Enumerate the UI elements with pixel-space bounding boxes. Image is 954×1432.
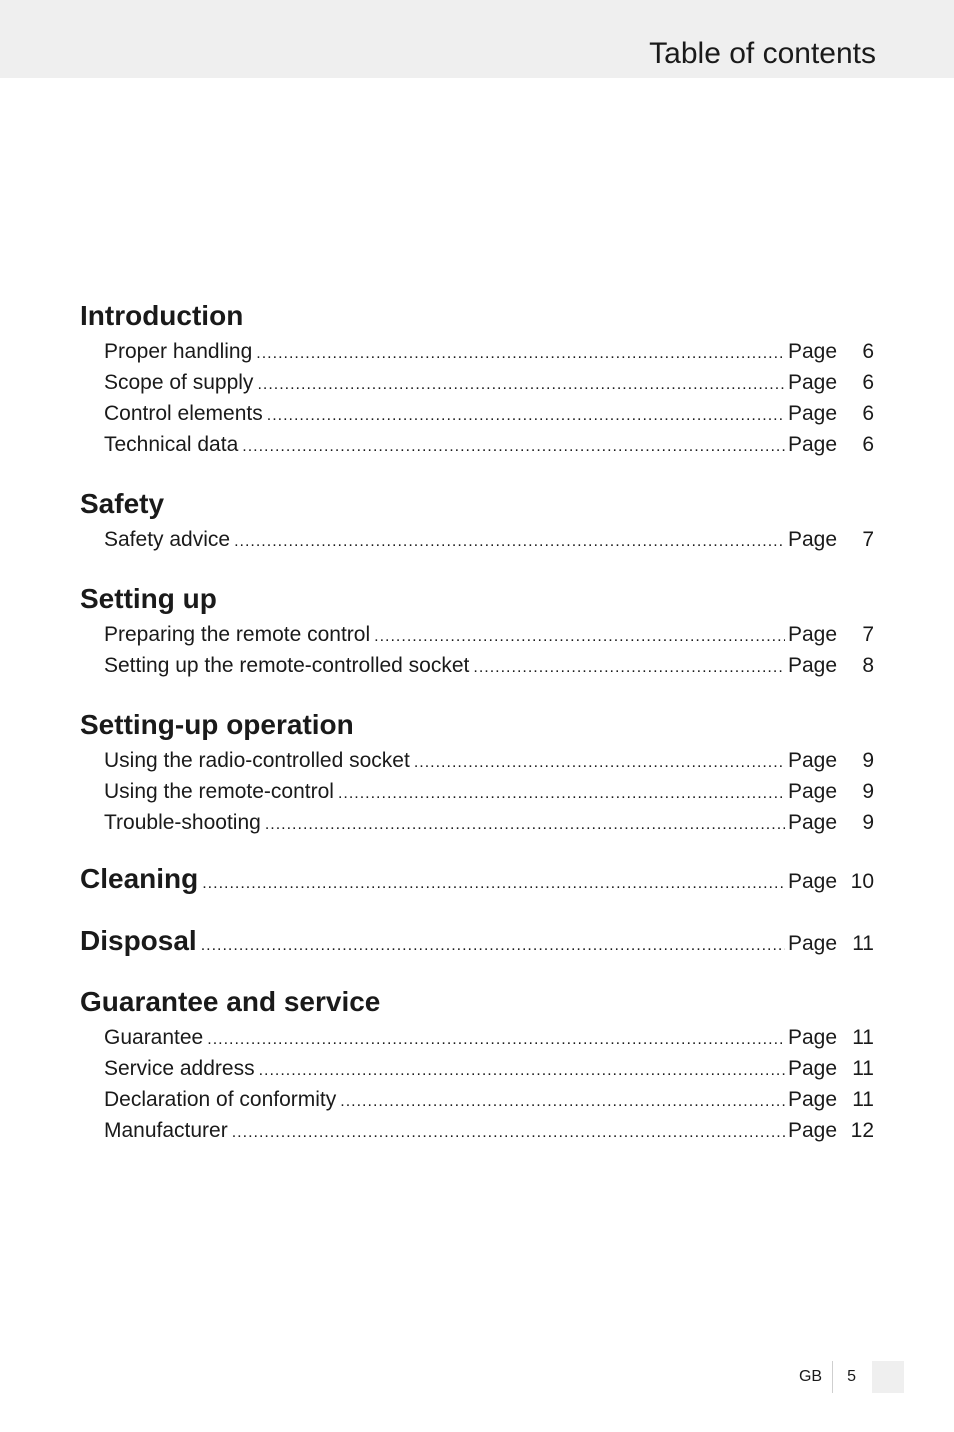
entry-label: Setting up the remote-controlled socket — [104, 654, 470, 677]
page-word: Page — [788, 780, 838, 803]
page-footer — [799, 1361, 904, 1393]
dot-leader — [265, 809, 785, 840]
dot-leader — [259, 1055, 785, 1086]
toc-entry[interactable] — [80, 745, 874, 776]
page-number: 9 — [862, 780, 874, 803]
page-number: 7 — [862, 528, 874, 551]
page-number: 11 — [852, 932, 874, 955]
page-number: 12 — [850, 1119, 874, 1142]
toc-entry[interactable] — [80, 429, 874, 460]
page-number: 6 — [862, 340, 874, 363]
section-title: Introduction — [80, 300, 244, 331]
dot-leader — [242, 431, 785, 462]
entry-label: Scope of supply — [104, 371, 254, 394]
entry-label: Control elements — [104, 402, 263, 425]
page-word: Page — [788, 433, 838, 456]
page-number: 7 — [862, 623, 874, 646]
page-number: 6 — [862, 402, 874, 425]
toc-entry[interactable] — [80, 1053, 874, 1084]
page-title: Table of contents — [649, 37, 876, 70]
toc-entry[interactable] — [80, 807, 874, 838]
dot-leader — [232, 1117, 785, 1148]
page-word: Page — [788, 932, 838, 955]
page-word: Page — [788, 402, 838, 425]
toc-entry[interactable] — [80, 367, 874, 398]
language-code: GB — [798, 1368, 823, 1385]
dot-leader — [340, 1086, 785, 1117]
toc-section-setting-up — [80, 579, 874, 681]
toc-section-introduction — [80, 296, 874, 460]
toc-entry[interactable] — [80, 1084, 874, 1115]
entry-label: Safety advice — [104, 528, 231, 551]
page-word: Page — [788, 654, 838, 677]
dot-leader — [374, 621, 785, 652]
page-number: 11 — [852, 1026, 874, 1049]
page-word: Page — [788, 623, 838, 646]
section-title: Guarantee and service — [80, 986, 381, 1017]
table-of-contents — [80, 296, 874, 1146]
page-header — [0, 0, 954, 78]
section-title: Safety — [80, 488, 165, 519]
dot-leader — [338, 778, 785, 809]
entry-label: Declaration of conformity — [104, 1088, 337, 1111]
dot-leader — [201, 925, 785, 967]
section-title: Disposal — [80, 925, 197, 956]
entry-label: Using the remote-control — [104, 780, 334, 803]
entry-label: Service address — [104, 1057, 255, 1080]
dot-leader — [414, 747, 785, 778]
entry-label: Using the radio-controlled socket — [104, 749, 410, 772]
section-title: Setting-up operation — [80, 709, 354, 740]
dot-leader — [257, 369, 785, 400]
page-word: Page — [788, 371, 838, 394]
toc-section-disposal[interactable] — [80, 920, 874, 962]
section-title: Cleaning — [80, 863, 199, 894]
toc-entry[interactable] — [80, 619, 874, 650]
toc-section-safety — [80, 484, 874, 555]
dot-leader — [267, 400, 785, 431]
page-word: Page — [788, 528, 838, 551]
toc-entry[interactable] — [80, 1022, 874, 1053]
toc-entry[interactable] — [80, 398, 874, 429]
page-number: 9 — [862, 749, 874, 772]
page-number: 10 — [850, 870, 874, 893]
page-word: Page — [788, 749, 838, 772]
page-tab-marker — [872, 1361, 904, 1393]
footer-page-number: 5 — [847, 1368, 856, 1385]
page-word: Page — [788, 870, 838, 893]
toc-entry[interactable] — [80, 1115, 874, 1146]
dot-leader — [202, 863, 785, 905]
toc-entry[interactable] — [80, 650, 874, 681]
page-number: 11 — [852, 1088, 874, 1111]
page-word: Page — [788, 1057, 838, 1080]
toc-section-guarantee-and-service — [80, 982, 874, 1146]
toc-section-setting-up-operation — [80, 705, 874, 838]
dot-leader — [256, 338, 785, 369]
entry-label: Guarantee — [104, 1026, 204, 1049]
section-title: Setting up — [80, 583, 217, 614]
entry-label: Trouble-shooting — [104, 811, 261, 834]
page-number: 11 — [852, 1057, 874, 1080]
page-number: 6 — [862, 433, 874, 456]
toc-section-cleaning[interactable] — [80, 858, 874, 900]
dot-leader — [207, 1024, 785, 1055]
page-word: Page — [788, 1026, 838, 1049]
page-number: 9 — [862, 811, 874, 834]
toc-entry[interactable] — [80, 524, 874, 555]
page-word: Page — [788, 811, 838, 834]
dot-leader — [234, 526, 785, 557]
entry-label: Technical data — [104, 433, 239, 456]
toc-entry[interactable] — [80, 336, 874, 367]
page-number: 8 — [862, 654, 874, 677]
dot-leader — [473, 652, 785, 683]
entry-label: Preparing the remote control — [104, 623, 371, 646]
page-word: Page — [788, 340, 838, 363]
page-number: 6 — [862, 371, 874, 394]
entry-label: Manufacturer — [104, 1119, 228, 1142]
entry-label: Proper handling — [104, 340, 253, 363]
page-word: Page — [788, 1119, 838, 1142]
page-word: Page — [788, 1088, 838, 1111]
toc-entry[interactable] — [80, 776, 874, 807]
